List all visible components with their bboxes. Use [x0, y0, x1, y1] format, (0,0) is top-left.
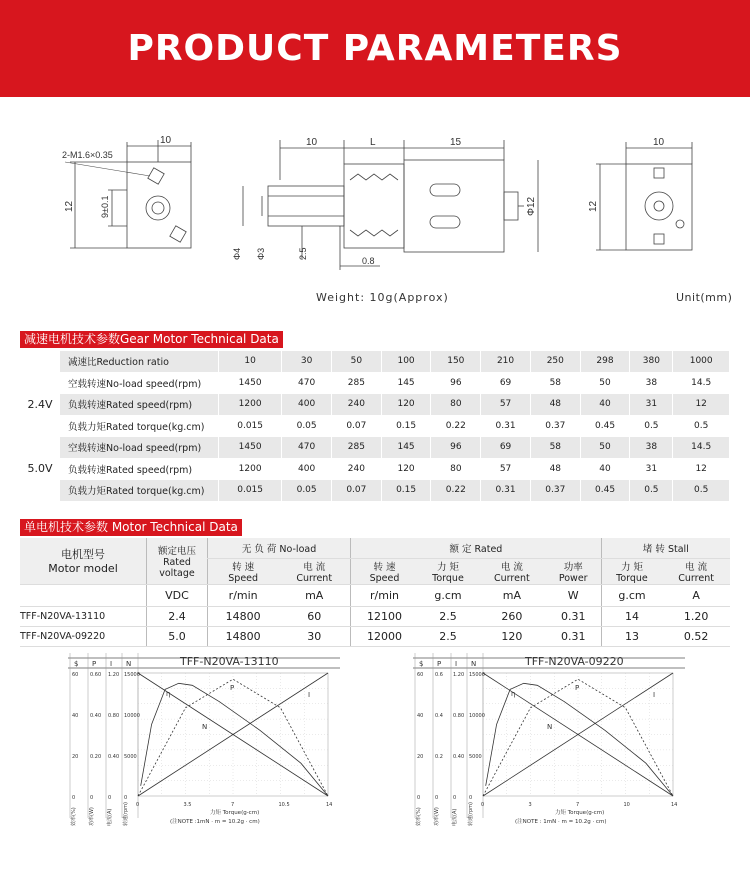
- gear-value-cell: 0.05: [282, 480, 332, 502]
- gear-value-cell: 50: [580, 437, 630, 459]
- noload-speed-cn: 转 速: [232, 561, 255, 573]
- gear-value-cell: 96: [431, 372, 481, 394]
- gear-value-cell: 0.22: [431, 480, 481, 502]
- chart-y-unit: 效率(%): [416, 807, 422, 826]
- noload-header: 无 负 荷 No-load: [208, 538, 351, 558]
- motor-model-cell: TFF-N20VA-13110: [20, 606, 147, 626]
- ratio-cell: 1000: [673, 351, 730, 373]
- gear-data-row: [21, 394, 730, 416]
- rated-speed-cn: 转 速: [373, 561, 396, 573]
- motor-value-cell: 260: [478, 606, 546, 626]
- unit-cell: r/min: [208, 584, 279, 606]
- series-label: N: [202, 723, 208, 731]
- motor-value-cell: 120: [478, 626, 546, 646]
- chart-x-tick: 7: [576, 802, 580, 808]
- motor-row: [20, 606, 730, 626]
- chart-header-label: $: [74, 660, 79, 668]
- rated-power-cn: 功率: [563, 561, 583, 573]
- chart-y-tick: 0: [453, 795, 457, 801]
- chart-title: TFF-N20VA-09220: [525, 655, 624, 668]
- chart-y-tick: 60: [72, 672, 79, 678]
- motor-model-cell: TFF-N20VA-09220: [20, 626, 147, 646]
- chart-header-label: $: [419, 660, 424, 668]
- unit-cell: g.cm: [601, 584, 662, 606]
- gear-value-cell: 0.5: [673, 415, 730, 437]
- ratio-label: 减速比Reduction ratio: [60, 351, 219, 373]
- unit-cell: W: [546, 584, 601, 606]
- series-label: P: [575, 684, 580, 692]
- rated-power-en: Power: [558, 572, 588, 584]
- gear-value-cell: 57: [481, 458, 531, 480]
- blank-cell: [21, 351, 60, 373]
- gear-value-cell: 0.45: [580, 480, 630, 502]
- chart-x-tick: 3.5: [183, 802, 192, 808]
- gear-value-cell: 0.37: [530, 480, 580, 502]
- stall-current-en: Current: [678, 572, 714, 584]
- chart-header-label: P: [437, 660, 442, 668]
- gear-value-cell: 69: [481, 437, 531, 459]
- gear-value-cell: 1450: [219, 372, 282, 394]
- unit-label: Unit(mm): [676, 291, 733, 304]
- motor-model-header-en: Motor model: [48, 562, 118, 576]
- stall-torque-cn: 力 矩: [620, 561, 643, 573]
- chart-y-tick: 0: [72, 795, 76, 801]
- motor-value-cell: 14: [601, 606, 662, 626]
- side-shaft2-label: Φ3: [256, 247, 266, 260]
- front-width-label: 10: [160, 135, 172, 146]
- gear-value-cell: 285: [331, 437, 381, 459]
- motor-value-cell: 13: [601, 626, 662, 646]
- gear-value-cell: 31: [630, 394, 673, 416]
- unit-cell: VDC: [147, 584, 208, 606]
- gear-value-cell: 0.45: [580, 415, 630, 437]
- chart-y-tick: 0.80: [108, 713, 120, 719]
- chart-13110: [60, 648, 345, 838]
- motor-value-cell: 2.5: [418, 606, 478, 626]
- gear-value-cell: 0.31: [481, 415, 531, 437]
- gear-value-cell: 48: [530, 394, 580, 416]
- unit-cell: r/min: [351, 584, 418, 606]
- chart-note: (注NOTE :1mN · m = 10.2g · cm): [170, 819, 260, 825]
- motor-value-cell: 1.20: [662, 606, 730, 626]
- gear-data-row: [21, 480, 730, 502]
- motor-value-cell: 30: [278, 626, 350, 646]
- chart-y-tick: 0: [435, 795, 439, 801]
- gear-value-cell: 470: [282, 372, 332, 394]
- gear-data-row: [21, 437, 730, 459]
- gear-value-cell: 120: [381, 458, 431, 480]
- gear-value-cell: 38: [630, 437, 673, 459]
- gear-value-cell: 96: [431, 437, 481, 459]
- gear-value-cell: 120: [381, 394, 431, 416]
- rated-current-en: Current: [494, 572, 530, 584]
- side-len-label: 2.5: [298, 247, 308, 260]
- gear-value-cell: 38: [630, 372, 673, 394]
- chart-y-tick: 0.40: [453, 754, 465, 760]
- chart-x-tick: 10: [623, 802, 630, 808]
- ratio-cell: 50: [331, 351, 381, 373]
- gear-value-cell: 0.07: [331, 415, 381, 437]
- gear-value-cell: 31: [630, 458, 673, 480]
- gear-data-row: [21, 372, 730, 394]
- chart-header-label: I: [455, 660, 458, 668]
- side-d1-label: 10: [306, 137, 318, 148]
- gear-value-cell: 1200: [219, 394, 282, 416]
- chart-y-tick: 0: [469, 795, 473, 801]
- rated-voltage-header-cn: 额定电压: [157, 545, 196, 557]
- front-hole-label: 9±0.1: [100, 195, 110, 218]
- chart-header-label: I: [110, 660, 113, 668]
- gear-value-cell: 0.5: [630, 415, 673, 437]
- motor-value-cell: 5.0: [147, 626, 208, 646]
- motor-units-row: [20, 584, 730, 606]
- series-label: I: [308, 691, 311, 699]
- gear-value-cell: 50: [580, 372, 630, 394]
- chart-y-unit: 转速(rpm): [468, 801, 474, 826]
- motor-value-cell: 2.5: [418, 626, 478, 646]
- back-height-label: 12: [588, 200, 599, 212]
- chart-y-tick: 0.60: [90, 672, 102, 678]
- gear-section-title: 减速电机技术参数Gear Motor Technical Data: [20, 331, 283, 348]
- motor-value-cell: 2.4: [147, 606, 208, 626]
- gear-value-cell: 48: [530, 458, 580, 480]
- gear-row-label: 负载转速Rated speed(rpm): [60, 458, 219, 480]
- weight-label: Weight: 10g(Approx): [316, 291, 449, 304]
- gear-value-cell: 0.015: [219, 480, 282, 502]
- chart-y-tick: 0.80: [453, 713, 465, 719]
- ratio-cell: 150: [431, 351, 481, 373]
- chart-y-tick: 10000: [124, 713, 140, 719]
- chart-y-tick: 0.20: [90, 754, 102, 760]
- gear-value-cell: 69: [481, 372, 531, 394]
- header-banner: [0, 0, 750, 97]
- chart-y-tick: 60: [417, 672, 424, 678]
- chart-y-tick: 0.6: [435, 672, 443, 678]
- rated-torque-cn: 力 矩: [436, 561, 459, 573]
- back-view: [596, 142, 692, 250]
- series-label: η: [511, 690, 516, 698]
- gear-value-cell: 12: [673, 394, 730, 416]
- chart-y-unit: 效率(%): [71, 807, 77, 826]
- rated-header: 额 定 Rated: [351, 538, 602, 558]
- motor-value-cell: 12000: [351, 626, 418, 646]
- motor-value-cell: 0.31: [546, 626, 601, 646]
- noload-current-en: Current: [296, 572, 333, 584]
- chart-x-tick: 14: [671, 802, 678, 808]
- chart-y-tick: 0: [108, 795, 112, 801]
- gear-value-cell: 0.22: [431, 415, 481, 437]
- chart-header-label: N: [471, 660, 477, 668]
- motor-data-table: [20, 538, 730, 647]
- gear-value-cell: 285: [331, 372, 381, 394]
- gear-value-cell: 80: [431, 458, 481, 480]
- chart-y-tick: 0.40: [108, 754, 120, 760]
- gear-value-cell: 14.5: [673, 372, 730, 394]
- motor-value-cell: 14800: [208, 626, 279, 646]
- chart-x-tick: 7: [231, 802, 235, 808]
- chart-y-tick: 20: [417, 754, 424, 760]
- side-d2-label: L: [370, 137, 376, 148]
- chart-x-tick: 3: [528, 802, 532, 808]
- gear-value-cell: 0.07: [331, 480, 381, 502]
- gear-value-cell: 12: [673, 458, 730, 480]
- ratio-row: [21, 351, 730, 373]
- chart-x-tick: 14: [326, 802, 333, 808]
- ratio-cell: 250: [530, 351, 580, 373]
- gear-data-row: [21, 458, 730, 480]
- rated-current-cn: 电 流: [500, 561, 523, 573]
- side-view: [243, 140, 538, 270]
- gear-value-cell: 0.15: [381, 480, 431, 502]
- chart-x-label: 力矩 Torque(g-cm): [555, 810, 605, 816]
- series-label: P: [230, 684, 235, 692]
- gear-value-cell: 58: [530, 372, 580, 394]
- gear-value-cell: 0.37: [530, 415, 580, 437]
- voltage-cell: 5.0V: [21, 437, 60, 502]
- chart-y-unit: 转速(rpm): [123, 801, 129, 826]
- series-label: η: [166, 690, 171, 698]
- gear-value-cell: 1450: [219, 437, 282, 459]
- unit-cell: mA: [478, 584, 546, 606]
- gear-value-cell: 0.5: [630, 480, 673, 502]
- side-dia-label: Φ12: [526, 196, 537, 216]
- chart-y-tick: 0.2: [435, 754, 443, 760]
- gear-value-cell: 80: [431, 394, 481, 416]
- page-title: PRODUCT PARAMETERS: [127, 28, 623, 69]
- gear-value-cell: 0.5: [673, 480, 730, 502]
- ratio-cell: 298: [580, 351, 630, 373]
- gear-value-cell: 0.015: [219, 415, 282, 437]
- series-label: N: [547, 723, 553, 731]
- motor-row: [20, 626, 730, 646]
- chart-y-unit: 电流(A): [107, 808, 113, 826]
- chart-y-tick: 0: [90, 795, 94, 801]
- side-d3-label: 15: [450, 137, 462, 148]
- gear-value-cell: 0.05: [282, 415, 332, 437]
- gear-value-cell: 240: [331, 458, 381, 480]
- chart-y-tick: 5000: [469, 754, 482, 760]
- gear-value-cell: 40: [580, 394, 630, 416]
- front-screw-label: 2-M1.6×0.35: [62, 150, 113, 160]
- chart-y-tick: 10000: [469, 713, 485, 719]
- chart-note: (注NOTE : 1mN · m = 10.2g · cm): [515, 819, 607, 825]
- unit-cell: g.cm: [418, 584, 478, 606]
- chart-y-tick: 20: [72, 754, 79, 760]
- gear-value-cell: 145: [381, 372, 431, 394]
- gear-row-label: 空载转速No-load speed(rpm): [60, 372, 219, 394]
- noload-speed-en: Speed: [228, 572, 259, 584]
- chart-x-label: 力矩 Torque(g-cm): [210, 810, 260, 816]
- stall-header: 堵 转 Stall: [601, 538, 730, 558]
- gear-row-label: 空载转速No-load speed(rpm): [60, 437, 219, 459]
- chart-y-tick: 0: [417, 795, 421, 801]
- ratio-cell: 380: [630, 351, 673, 373]
- gear-value-cell: 470: [282, 437, 332, 459]
- gear-value-cell: 400: [282, 394, 332, 416]
- motor-value-cell: 60: [278, 606, 350, 626]
- side-flat-label: 0.8: [362, 256, 375, 266]
- gear-value-cell: 145: [381, 437, 431, 459]
- gear-value-cell: 58: [530, 437, 580, 459]
- chart-y-tick: 0.4: [435, 713, 443, 719]
- chart-y-tick: 40: [417, 713, 424, 719]
- chart-y-tick: 40: [72, 713, 79, 719]
- motor-value-cell: 14800: [208, 606, 279, 626]
- chart-y-unit: 功率(W): [89, 807, 95, 826]
- ratio-cell: 100: [381, 351, 431, 373]
- chart-09220: [405, 648, 690, 838]
- chart-y-unit: 电流(A): [452, 808, 458, 826]
- gear-row-label: 负载力矩Rated torque(kg.cm): [60, 480, 219, 502]
- front-height-label: 12: [64, 200, 75, 212]
- gear-row-label: 负载转速Rated speed(rpm): [60, 394, 219, 416]
- chart-y-tick: 5000: [124, 754, 137, 760]
- motor-value-cell: 0.52: [662, 626, 730, 646]
- chart-y-tick: 1.20: [453, 672, 465, 678]
- rated-speed-en: Speed: [369, 572, 400, 584]
- chart-y-tick: 15000: [469, 672, 485, 678]
- gear-value-cell: 1200: [219, 458, 282, 480]
- series-label: I: [653, 691, 656, 699]
- chart-title: TFF-N20VA-13110: [180, 655, 279, 668]
- chart-y-tick: 1.20: [108, 672, 120, 678]
- gear-value-cell: 0.31: [481, 480, 531, 502]
- stall-current-cn: 电 流: [685, 561, 708, 573]
- side-shaft-label: Φ4: [232, 247, 242, 260]
- chart-x-tick: 0: [136, 802, 140, 808]
- chart-y-unit: 功率(W): [434, 807, 440, 826]
- motor-value-cell: 12100: [351, 606, 418, 626]
- chart-x-tick: 0: [481, 802, 485, 808]
- chart-x-tick: 10.5: [278, 802, 290, 808]
- rated-torque-en: Torque: [432, 572, 464, 584]
- motor-model-header-cn: 电机型号: [61, 548, 105, 562]
- ratio-cell: 210: [481, 351, 531, 373]
- gear-data-row: [21, 415, 730, 437]
- chart-y-tick: 15000: [124, 672, 140, 678]
- gear-value-cell: 0.15: [381, 415, 431, 437]
- rated-voltage-header-en: Rated voltage: [159, 556, 195, 579]
- stall-torque-en: Torque: [616, 572, 648, 584]
- gear-value-cell: 14.5: [673, 437, 730, 459]
- chart-header-label: N: [126, 660, 132, 668]
- motor-value-cell: 0.31: [546, 606, 601, 626]
- dimension-drawings: [0, 120, 750, 305]
- gear-data-table: [20, 350, 730, 502]
- ratio-cell: 10: [219, 351, 282, 373]
- ratio-cell: 30: [282, 351, 332, 373]
- chart-header-label: P: [92, 660, 97, 668]
- unit-cell: A: [662, 584, 730, 606]
- gear-value-cell: 400: [282, 458, 332, 480]
- gear-row-label: 负载力矩Rated torque(kg.cm): [60, 415, 219, 437]
- motor-section-title: 单电机技术参数 Motor Technical Data: [20, 519, 242, 536]
- chart-y-tick: 0.40: [90, 713, 102, 719]
- gear-value-cell: 40: [580, 458, 630, 480]
- unit-cell: mA: [278, 584, 350, 606]
- voltage-cell: 2.4V: [21, 372, 60, 437]
- noload-current-cn: 电 流: [303, 561, 326, 573]
- chart-y-tick: 0: [124, 795, 128, 801]
- gear-value-cell: 240: [331, 394, 381, 416]
- gear-value-cell: 57: [481, 394, 531, 416]
- back-width-label: 10: [653, 137, 665, 148]
